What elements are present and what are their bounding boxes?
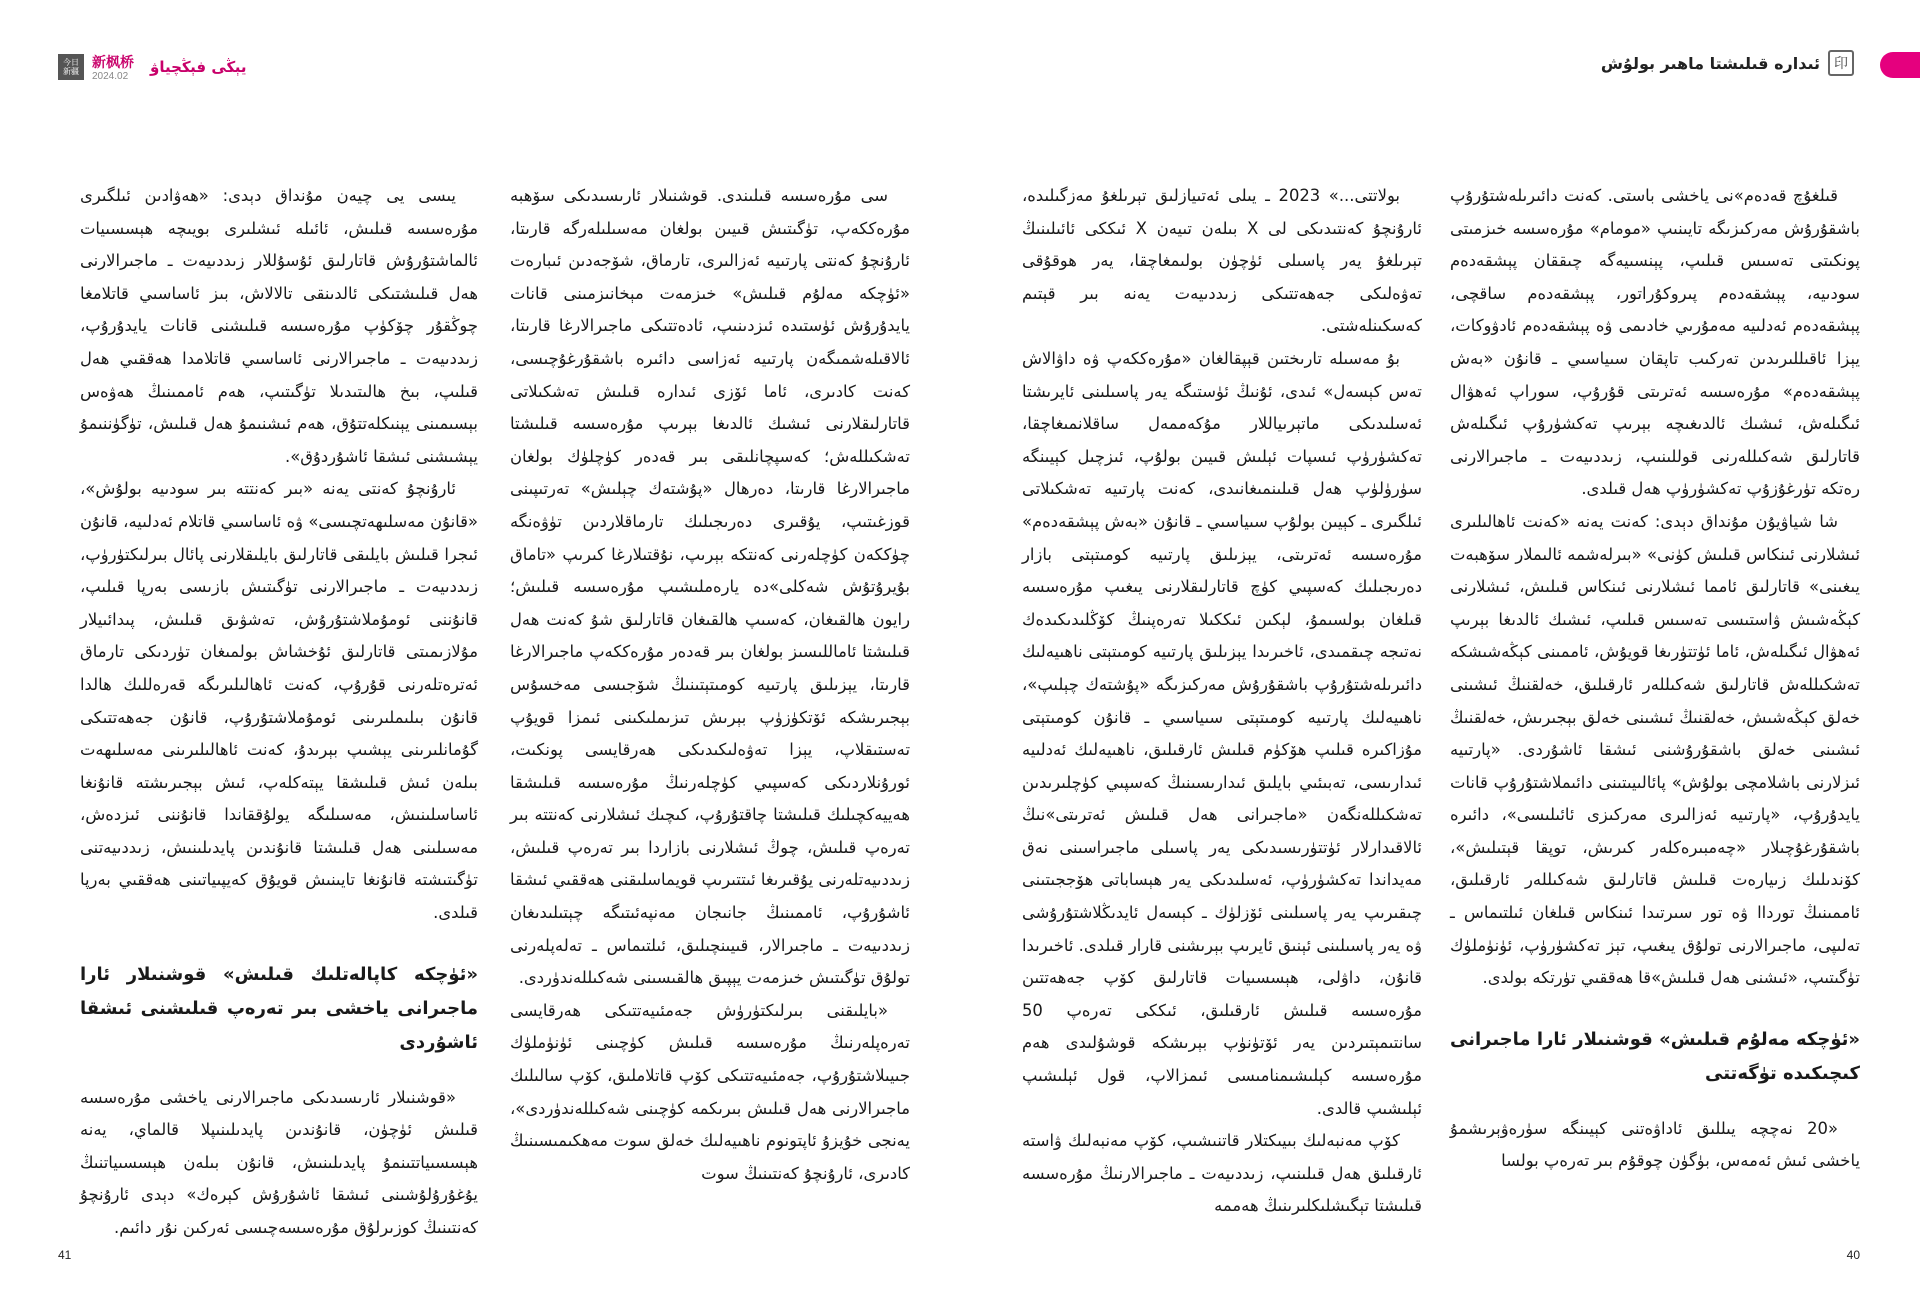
series-title: ئىدارە قىلىشتا ماھىر بولۇش (1600, 53, 1820, 73)
paragraph: كۆپ مەنبەلىك بىيىكتلار قاتنىشىپ، كۆپ مەنبەلىك ۋاستە ئارقىلىق ھەل قىلىنىپ، زىددىيەت ـ ماجىرالارنىڭ مۇرەسسە قىلىشتا تېگىشلىكلىرىنىڭ ھەممە (1022, 1131, 1422, 1216)
paragraph: «بايلىقنى بىرلىكتۈرۈش جەمئىيەتتىكى ھەرقايسى تەرەپلەرنىڭ مۇرەسسە قىلىش كۈچىنى ئۈنۈملۈك جىيىلاشتۇرۇپ، جەمئىيەتتىكى كۆپ قاتلاملىق، كۆپ سالىلىك ماجىرالارنى ھەل قىلىش بىرىكمە كۈچىنى شەكىللەندۈردى»، يەنجى خۇيزۇ ئاپتونوم ناھىيەلىك خەلق سوت مەھكىمىسىنىڭ كادىرى، ئارۇنچۇ كەنتىنىڭ سوت (510, 1000, 910, 1183)
paragraph: قىلغۇچ قەدەم»نى ياخشى باستى. كەنت دائىرىلەشتۇرۇپ باشقۇرۇش مەركىزىگە تايىنىپ «مومام» مۇرەسسە خىزمىتى پونكىتى تەسىس قىلىپ، پېنسىيەگە چىققان پېشقەدەم سودىيە، پېشقەدەم پىروكۇراتور، پېشقەدەم ساقچى، پېشقەدەم ئەدلىيە مەمۇرىي خادىمى ۋە پېشقەدەم ئادۋوكات، يېزا ئاقىللىرىدىن تەركىب تاپقان سىياسىي ـ قانۇن «بەش پېشقەدەم» مۇرەسسە ئەترىتى قۇرۇپ، سوراپ ئەھۋال ئىگىلەش، ئىشىك ئالدىغىچە بېرىپ تەكشۈرۇپ ئىگىلەش قاتارلىق شەكىللەرنى قوللىنىپ، زىددىيەت ـ ماجىرالارنى رەتكە تۈرغۇزۇپ تەكشۈرۈپ ھەل قىلدى. (1450, 186, 1860, 499)
column-2 (1022, 180, 1422, 1223)
column-1 (1450, 180, 1860, 1178)
paragraph: شا شياۋيۇن مۇنداق دېدى: كەنت يەنە «كەنت ئاھالىلىرى ئىشلارنى ئىنكاس قىلىش كۈنى» «بىرلەشمە ئالىملار سۆھبەت يىغىنى» قاتارلىق ئامما ئىشلارنى ئىنكاس قىلىش، ئىشلارنى كېڭەشىش ۋاستىسى تەسىس قىلىپ، ئىشىك ئالدىغا بېرىپ ئەھۋال ئىگىلەش، ئاما ئۈتتۈرىغا قويۇش، ئاممىنى كېڭەشىشكە تەشكىللەش قاتارلىق شەكىللەر ئارقىلىق، خەلقنىڭ ئىشىنى خەلق كېڭەشىش، خەلقنىڭ ئىشىنى خەلق بېجىرىش، خەلقنىڭ ئىشىنى خەلق باشقۇرۇشنى ئىشقا ئاشۇردى. «پارتىيە ئىزلارنى باشلامچى بولۇش» پائالىيىتىنى دائىملاشتۇرۇپ قانات يايدۇرۇپ، «پارتىيە ئەزالىرى مەركىزى ئائىلىسى»، دائىرە باشقۇرغۇچىلار «چەمبىرەكلەر كىرىش، توپقا قېتىلىش»، كۆندىلىك زىيارەت قىلىش قاتارلىق شەكىللەر ئارقىلىق، ئاممىنىڭ تورداا ۋە تور سىرتىدا ئىنكاس قىلغان ئىلتىماس ـ تەلىپى، ماجىرالارنى تولۇق يىغىپ، تېز تەكشۈرۈپ، ئۈنۈملۈك تۈگىتىپ، «ئىشنى ھەل قىلىش»قا ھەققىي تۈرتكە بولدى. (1450, 511, 1860, 988)
magazine-header (58, 52, 247, 82)
page-number-right: 40 (1846, 1248, 1860, 1262)
section-heading: «ئۈچكە كاپالەتلىك قىلىش» قوشنىلار ئارا ماجىرانى ياخشى بىر تەرەپ قىلىشنى ئىشقا ئاشۇردى (80, 963, 478, 1053)
paragraph: ئارۇنچۇ كەنتى يەنە «بىر كەنتتە بىر سودىيە بولۇش»، «قانۇن مەسلىھەتچىسى» ۋە ئاساسىي قاتلام ئەدلىيە، قانۇن ئىجرا قىلىش بايلىقى قاتارلىق بايلىقلارنى پائال بىرلىكتۈرۈپ، زىددىيەت ـ ماجىرالارنى تۈگىتىش بازىسى بەرپا قىلىپ، قانۇننى ئومۇملاشتۇرۇش، تەشۋىق قىلىش، پىدائىيلار مۇلازىمىتى قاتارلىق ئۇخشاش بولمىغان تۈردىكى تارماق ئەترەتلەرنى قۇرۇپ، كەنت ئاھالىلىرىگە قەرەللىك ھالدا قانۇن بىلىملىرىنى ئومۇملاشتۇرۇپ، قانۇن جەھەتتىكى گۇمانلىرىنى يېشىپ بېرىدۇ، كەنت ئاھالىلىرىنى مەسلىھەت بىلەن ئىش قىلىشقا يېتەكلەپ، ئىش بېجىرىشتە قانۇنغا ئاساسلىنىش، مەسىلىگە يولۇققاندا قانۇننى ئىزدەش، مەسىلىنى ھەل قىلىشتا قانۇندىن پايدىلىنىش، زىددىيەتنى تۈگىتىشتە قانۇنغا تايىنىش قويۇق كەيپىياتىنى ھەققىي بەرپا قىلدى. (80, 479, 478, 923)
paragraph: بولاتتى...» 2023 ـ يىلى ئەتىيازلىق تېرىلغۇ مەزگىلىدە، ئارۇنچۇ كەنتىدىكى لى X بىلەن تىيەن X ئىككى ئائىلىنىڭ تېرىلغۇ يەر پاسىلى ئۈچۈن بولىمغاچقا، يەر ھوقۇقى تەۋەلىكى جەھەتتىكى زىددىيەت يەنە بىر قېتىم كەسكىنلەشتى. (1022, 186, 1422, 336)
paragraph: «قوشنىلار ئارىسىدىكى ماجىرالارنى ياخشى مۇرەسسە قىلىش ئۈچۈن، قانۇندىن پايدىلىنىپلا قالماي، يەنە ھېسسىياتتىنمۇ پايدىلىنىش، قانۇن بىلەن ھېسسىياتنىڭ يۇغۇرۇلۇشىنى ئىشقا ئاشۇرۇش كېرەك» دېدى ئارۇنچۇ كەنتىنىڭ كوزىرلۇق مۇرەسسەچىسى ئەركىن نۇر دائىم. (80, 1087, 478, 1238)
paragraph: يىسى يى چيەن مۇنداق دېدى: «ھەۋادىن ئىلگىرى مۇرەسسە قىلىش، ئائىلە ئىشلىرى بويىچە ھېسسىيات ئالماشتۇرۇش قاتارلىق ئۇسۇللار زىددىيەت ـ ماجىرالارنى ھەل قىلىشتىكى ئالدىنقى تالالاش، بىز ئاساسىي قاتلامغا چوڭقۇر چۆكۈپ مۇرەسسە قىلىشنى قانات يايدۇرۇپ، زىددىيەت ـ ماجىرالارنى ئاساسىي قاتلامدا ھەققىي ھەل قىلىپ، بىخ ھالىتىدىلا تۈگىتىپ، ھەم ئاممىنىڭ ھەۋەس بېسىمىنى يېنىكلەتتۇق، ھەم ئىشنىمۇ ھەل قىلىش، تۈگۈننىمۇ يېشىشنى ئىشقا ئاشۇردۇق». (80, 186, 478, 466)
section-heading: «ئۈچكە مەلۇم قىلىش» قوشنىلار ئارا ماجىرانى كىچىكىدە تۈگەتتى (1450, 1028, 1860, 1084)
paragraph: سى مۇرەسسە قىلىندى. قوشنىلار ئارىسىدىكى سۆھبە مۇرەككەپ، تۈگىتىش قىيىن بولغان مەسىلىلەرگە قارىتا، ئارۇنچۇ كەنتى پارتىيە ئەزالىرى، تارماق، شۆجەدىن ئىبارەت «ئۈچكە مەلۇم قىلىش» خىزمەت مېخانىزمىنى قانات يايدۇرۇش ئۈستىدە ئىزدىنىپ، ئادەتتىكى ماجىرالارغا قارىتا، ئالاقىلەشمىگەن پارتىيە ئەزاسى دائىرە باشقۇرغۇچىسى، كەنت كادىرى، ئاما ئۆزى ئىدارە قىلىش تەشكىلاتى قاتارلىقلارنى ئىشىك ئالدىغا بېرىپ مۇرەسسە قىلىشتا تەشكىللەش؛ كەسپچانلىقى بىر قەدەر كۈچلۈك بولغان ماجىرالارغا قارىتا، دەرھال «پۇشتەك چېلىش» تەرتىپىنى قوزغىتىپ، يۇقىرى دەرىجىلىك تارماقلاردىن تۈۋەنگە چۈككەن كۈچلەرنى كەنتكە بېرىپ، نۇقتىلارغا كىرىپ «تاماق بۇيرۇتۇش شەكلى»دە يارەملىشىپ مۇرەسسە قىلىش؛ رايون ھالقىغان، كەسىپ ھالقىغان قاتارلىق شۇ كەنت ھەل قىلىشتا ئاماللىسىز بولغان بىر قەدەر مۇرەككەپ ماجىرالارغا قارىتا، يېزىلىق پارتىيە كومىتېتىنىڭ شۆجىسى مەخسۇس بېجىرىشكە ئۆتكۈزۈپ بېرىش تىزىملىكىنى ئىمزا قويۇپ تەستىقلاپ، يېزا تەۋەلىكىدىكى ھەرقايسى پونكىت، ئورۇنلاردىكى كەسپىي كۈچلەرنىڭ مۇرەسسە قىلىشقا ھەييەكچىلىك قىلىشتا چاقتۇرۇپ، كىچىك ئىشلارنى كەنتتە بىر تەرەپ قىلىش، چوڭ ئىشلارنى بازاردا بىر تەرەپ قىلىش، زىددىيەتلەرنى يۇقىرىغا ئىتتىرىپ قويماسلىقنى ھەققىي ئىشقا ئاشۇرۇپ، ئاممىنىڭ جانىجان مەنپەئىتىگە چېتىلىدىغان زىددىيەت ـ ماجىرالار، قىيىنچىلىق، ئىلتىماس ـ تەلەپلەرنى تولۇق تۈگىتىش خىزمەت يېپىق ھالقىسىنى شەكىللەندۈردى. (510, 186, 910, 988)
column-4 (80, 180, 478, 1245)
series-header (1601, 50, 1854, 76)
column-3 (510, 180, 910, 1190)
magazine-title-cn: 新枫桥 (92, 55, 134, 71)
right-page (960, 0, 1920, 1312)
seal-icon: 印 (1828, 50, 1854, 76)
paragraph: «20 نەچچە يىللىق ئاداۋەتنى كېيىنگە سۈرەۋېرىشمۇ ياخشى ئىش ئەمەس، بۈگۈن چوقۇم بىر تەرەپ بولسا (1450, 1118, 1860, 1171)
magazine-logo: 今日 新疆 (58, 54, 84, 80)
magazine-title-block (92, 52, 134, 82)
section-tab (1880, 52, 1920, 78)
issue-number: 2024.02 (92, 71, 129, 82)
page-number-left: 41 (58, 1248, 72, 1262)
paragraph: بۇ مەسىلە تارىختىن قېپقالغان «مۇرەككەپ ۋە داۋالاش تەس كېسەل» ئىدى، ئۇنىڭ ئۈستىگە يەر پاسىلىنى ئايرىشتا ئەسلىدىكى ماتېرىياللار مۇكەممەل ساقلانمىغاچقا، تەكشۈرۈپ ئىسپات ئېلىش قىيىن بولۇپ، ئىزچىل كېيىنگە سۈرۈلۈپ ھەل قىلىنمىغانىدى، كەنت پارتىيە تەشكىلاتى ئىلگىرى ـ كېيىن بولۇپ سىياسىي ـ قانۇن «بەش پېشقەدەم» مۇرەسسە ئەترىتى، يېزىلىق پارتىيە كومىتېتى بازار دەرىجىلىك كەسپىي كۈچ قاتارلىقلارنى يىغىپ مۇرەسسە قىلغان بولسىمۇ، لېكىن ئىككىلا تەرەپنىڭ كۆڭلىدىكىدەك نەتىجە چىقمىدى، ئاخىرىدا يېزىلىق پارتىيە كومىتېتى ناھىيەلىك دائىرىلەشتۇرۇپ باشقۇرۇش مەركىزىگە «پۇشتەك چېلىپ»، ناھىيەلىك پارتىيە كومىتېتى سىياسىي ـ قانۇن كومىتېتى مۇزاكىرە قىلىپ ھۆكۈم قىلىش ئارقىلىق، ناھىيەلىك ئەدلىيە ئىدارىسى، تەبىئىي بايلىق ئىدارىسىنىڭ كەسپىي كۈچلىرىدىن تەشكىللەنگەن «ماجىرانى ھەل قىلىش ئەترىتى»نىڭ ئالاقىدارلار ئۈتتۈرىسىدىكى يەر پاسىلى ماجىراسىنى نەق مەيداندا تەكشۈرۈپ، ئەسلىدىكى يەر ھېساباتى ھۆججىتىنى چىقىرىپ يەر پاسىلىنى ئۆزلۈك ـ كېسەل ئايدىڭلاشتۇرۇشى ۋە يەر پاسىلىنى ئېنىق ئايرىپ بېرىشنى قارار قىلدى. ئاخىرىدا قانۇن، داۋلى، ھېسسىيات قاتارلىق كۆپ جەھەتتىن مۇرەسسە قىلىش ئارقىلىق، ئىككى تەرەپ 50 سانتىمېتىردىن يەر ئۆتۈنۈپ بېرىشكە قوشۇلىدى ھەم مۇرەسسە كېلىشىمنامىسى ئىمزالاپ، قول ئېلىشىپ ئېلىشىپ قالدى. (1022, 348, 1422, 1118)
magazine-title-ug: يېڭى فېڭچياۋ (150, 58, 247, 76)
